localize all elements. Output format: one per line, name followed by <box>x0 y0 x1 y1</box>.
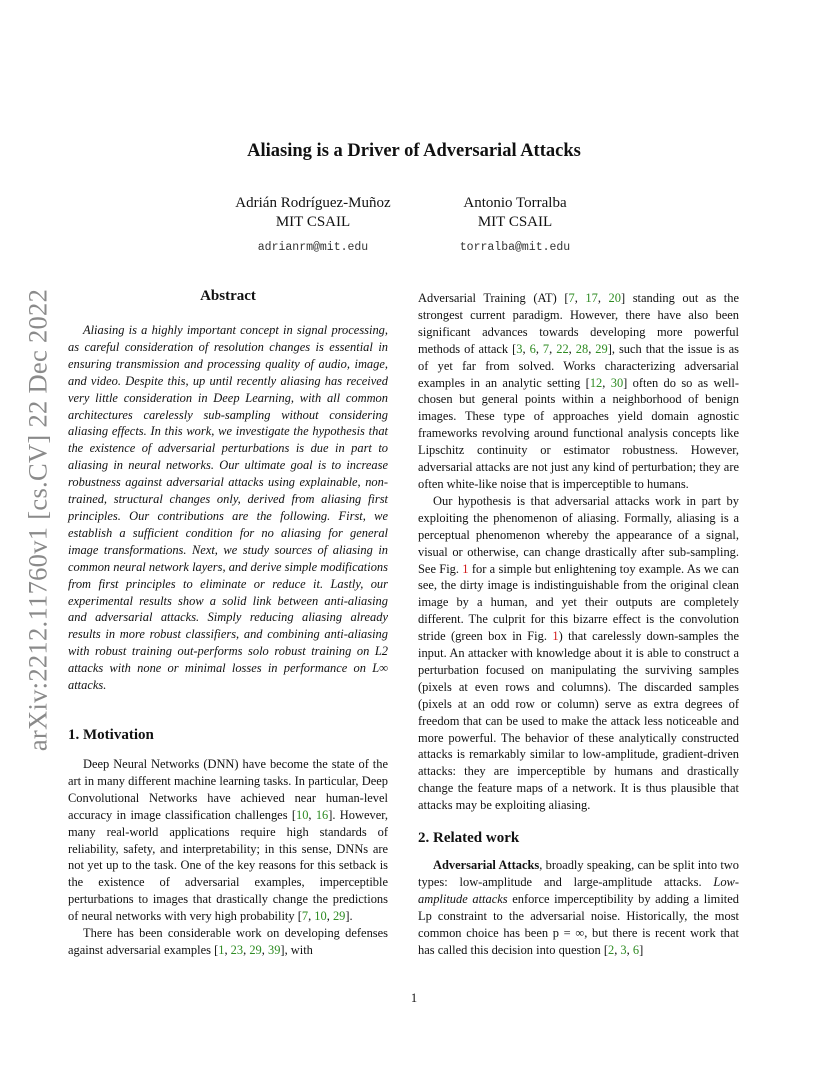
paragraph: Adversarial Training (AT) [7, 17, 20] standing out as the strongest current paradigm. However, there have also been significant advances towards developing more powerful methods of attack [3, 6, 7, 22, 28, 29], such that the issue is as of yet far from solved. Works characterizing adversarial examples in an analytic setting [12, 30] often do so as well-chosen but general points within a neighborhood of benign images. These type of approaches yield domain agnostic frameworks revolving around functional analysis concepts like Lipschitz continuity or estimator robustness. However, adversarial attacks are not just any kind of perturbation; they are often white-like noise that is imperceptible to humans. <box>418 291 740 491</box>
paragraph: Adversarial Attacks, broadly speaking, can be split into two types: low-amplitude and large-amplitude attacks. Low-amplitude attacks enforce imperceptibility by adding a limited Lp constraint to the adversarial noise. Historically, the most common choice has been p = ∞, but there is recent work that has called this decision into question [2, 3, 6] <box>418 858 739 957</box>
figure-link[interactable]: 1 <box>462 561 469 576</box>
citation-link[interactable]: 23 <box>230 942 244 957</box>
citation-link[interactable]: 3 <box>516 341 523 356</box>
section-heading-motivation: 1. Motivation <box>68 727 154 743</box>
citation-link[interactable]: 10 <box>295 807 309 822</box>
paragraph: There has been considerable work on developing defenses against adversarial examples [1, 23, 29, 39], with <box>68 926 388 957</box>
author-email[interactable]: torralba@mit.edu <box>459 241 571 254</box>
paragraph: Deep Neural Networks (DNN) have become the state of the art in many different machine learning tasks. In particular, Deep Convolutional Networks have achieved near human-level accuracy in image classification challenges [10, 16]. However, many real-world applications require high standards of reliability, safety, and interpretability; in this sense, DNNs are not yet up to the task. One of the key reasons for this setback is the existence of adversarial examples, imperceptible perturbations to images that drastically change the predictions of neural networks with very high probability [7, 10, 29]. <box>68 757 388 924</box>
abstract-heading: Abstract <box>200 288 256 304</box>
motivation-body <box>68 756 388 959</box>
paragraph: Our hypothesis is that adversarial attacks work in part by exploiting the phenomenon of aliasing. Formally, aliasing is a perceptual phenomenon whereby the appearance of a signal, visual or otherwise, can change drastically after sub-sampling. See Fig. 1 for a simple but enlightening toy example. As we can see, the dirty image is indistinguishable from the original clean image by a human, and yet their outputs are completely different. The culprit for this bizarre effect is the convolution stride (green box in Fig. 1) that carelessly down-samples the input. An attacker with knowledge about it is able to construct a perturbation focused on manipulating the surviving samples (pixels at even rows and columns). The discarded samples (pixels at an odd row or column) serve as extra degrees of freedom that can be used to make the attack less noticeable and more powerful. The behavior of these analytically constructed attacks is remarkably similar to low-amplitude, gradient-driven attacks: they are imperceptible by humans and drastically change the feature maps of a network. It is thus plausible that attacks may be exploiting aliasing. <box>418 493 739 813</box>
author-block <box>213 194 413 257</box>
right-column <box>418 290 739 958</box>
citation-link[interactable]: 3 <box>620 942 627 957</box>
author-name: Antonio Torralba <box>463 195 567 211</box>
citation-link[interactable]: 30 <box>610 375 624 390</box>
citation-link[interactable]: 22 <box>556 341 569 356</box>
citation-link[interactable]: 6 <box>529 341 536 356</box>
citation-link[interactable]: 12 <box>589 375 603 390</box>
figure-link[interactable]: 1 <box>552 629 559 644</box>
arxiv-identifier-stamp <box>18 280 58 760</box>
citation-link[interactable]: 10 <box>314 909 327 924</box>
citation-link[interactable]: 20 <box>608 291 621 305</box>
citation-link[interactable]: 7 <box>301 909 309 924</box>
citation-link[interactable]: 2 <box>607 942 615 957</box>
arxiv-id: arXiv:2212.11760v1 [cs.CV] 22 Dec 2022 <box>22 288 53 752</box>
citation-link[interactable]: 7 <box>568 291 575 305</box>
section-heading-related-work: 2. Related work <box>418 830 520 847</box>
citation-link[interactable]: 1 <box>218 942 225 957</box>
citation-link[interactable]: 16 <box>315 807 329 822</box>
author-block <box>430 194 600 257</box>
citation-link[interactable]: 29 <box>595 341 608 356</box>
author-affiliation: MIT CSAIL <box>275 214 351 230</box>
citation-link[interactable]: 29 <box>332 909 346 924</box>
citation-link[interactable]: 17 <box>585 291 598 305</box>
author-affiliation: MIT CSAIL <box>477 214 553 230</box>
citation-link[interactable]: 7 <box>542 341 550 356</box>
page-number: 1 <box>410 991 418 1005</box>
citation-link[interactable]: 29 <box>249 942 262 957</box>
citation-link[interactable]: 28 <box>575 341 589 356</box>
author-email[interactable]: adrianrm@mit.edu <box>257 241 369 254</box>
citation-link[interactable]: 6 <box>632 942 640 957</box>
author-name: Adrián Rodríguez-Muñoz <box>235 195 391 211</box>
abstract-body <box>68 322 388 694</box>
abstract-text: Aliasing is a highly important concept in signal processing, as careful consideration of resolution changes is essential in ensuring transmission and processing quality of audio, image, and video. Despite this, up until recently aliasing has received very little consideration in Deep Learning, with all common architectures carelessly sub-sampling without considering aliasing effects. In this work, we investigate the hypothesis that the existence of adversarial perturbations is due in part to aliasing in neural networks. Our ultimate goal is to increase robustness against adversarial attacks using explainable, non-trained, structural changes only, derived from aliasing first principles. Our contributions are the following. First, we establish a sufficient condition for no aliasing for general image transformations. Next, we study sources of aliasing in common neural network layers, and derive simple modifications from first principles to eliminate or reduce it. Lastly, our experimental results show a solid link between anti-aliasing and adversarial attacks. Simply reducing aliasing already results in more robust classifiers, and combining anti-aliasing with robust training out-performs solo robust training on L2 attacks with none or minimal losses in performance on L∞ attacks. <box>68 323 388 693</box>
citation-link[interactable]: 39 <box>267 942 281 957</box>
paper-title: Aliasing is a Driver of Adversarial Attacks <box>247 141 581 161</box>
